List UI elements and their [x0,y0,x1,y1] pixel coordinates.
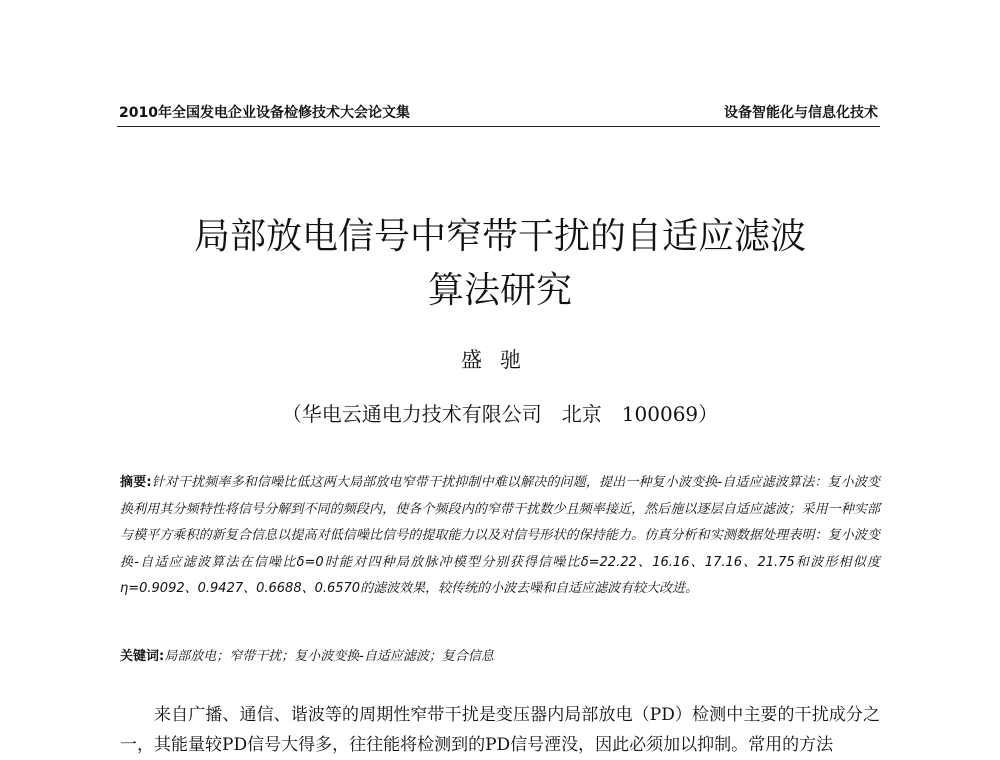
abstract [120,470,880,603]
running-header [117,104,880,127]
abstract-label: 摘要: [120,475,152,490]
keywords-text: 局部放电；窄带干扰；复小波变换-自适应滤波；复合信息 [164,649,494,664]
author-affiliation: （华电云通电力技术有限公司 北京 100069） [281,402,719,426]
paper-title-line-2: 算法研究 [427,270,572,311]
header-proceedings-title: 2010年全国发电企业设备检修技术大会论文集 [119,105,410,121]
header-section-title: 设备智能化与信息化技术 [724,105,878,121]
abstract-text: 针对干扰频率多和信噪比低这两大局部放电窄带干扰抑制中难以解决的问题，提出一种复小波变换-自适应滤波算法：复小波变换利用其分频特性将信号分解到不同的频段内，使各个频段内的窄带干扰数少且频率接近，然后施以逐层自适应滤波；采用一种实部与模平方乘积的新复合信息以提高对低信噪比信号的提取能力以及对信号形状的保持能力。仿真分析和实测数据处理表明：复小波变换-自适应滤波算法在信噪比δ=0时能对四种局放脉冲模型分别获得信噪比δ=22.22、16.16、17.16、21.75和波形相似度η=0.9092、0.9427、0.6688、0.6570的滤波效果，较传统的小波去噪和自适应滤波有较大改进。 [120,475,880,596]
keywords-label: 关键词: [120,649,165,664]
keywords [120,645,880,664]
author-name: 盛驰 [461,348,539,372]
paper-title-line-1: 局部放电信号中窄带干扰的自适应滤波 [193,216,806,257]
body-paragraph: 来自广播、通信、谐波等的周期性窄带干扰是变压器内局部放电（PD）检测中主要的干扰成分之一，其能量较PD信号大得多，往往能将检测到的PD信号湮没，因此必须加以抑制。常用的方法 [120,705,880,755]
